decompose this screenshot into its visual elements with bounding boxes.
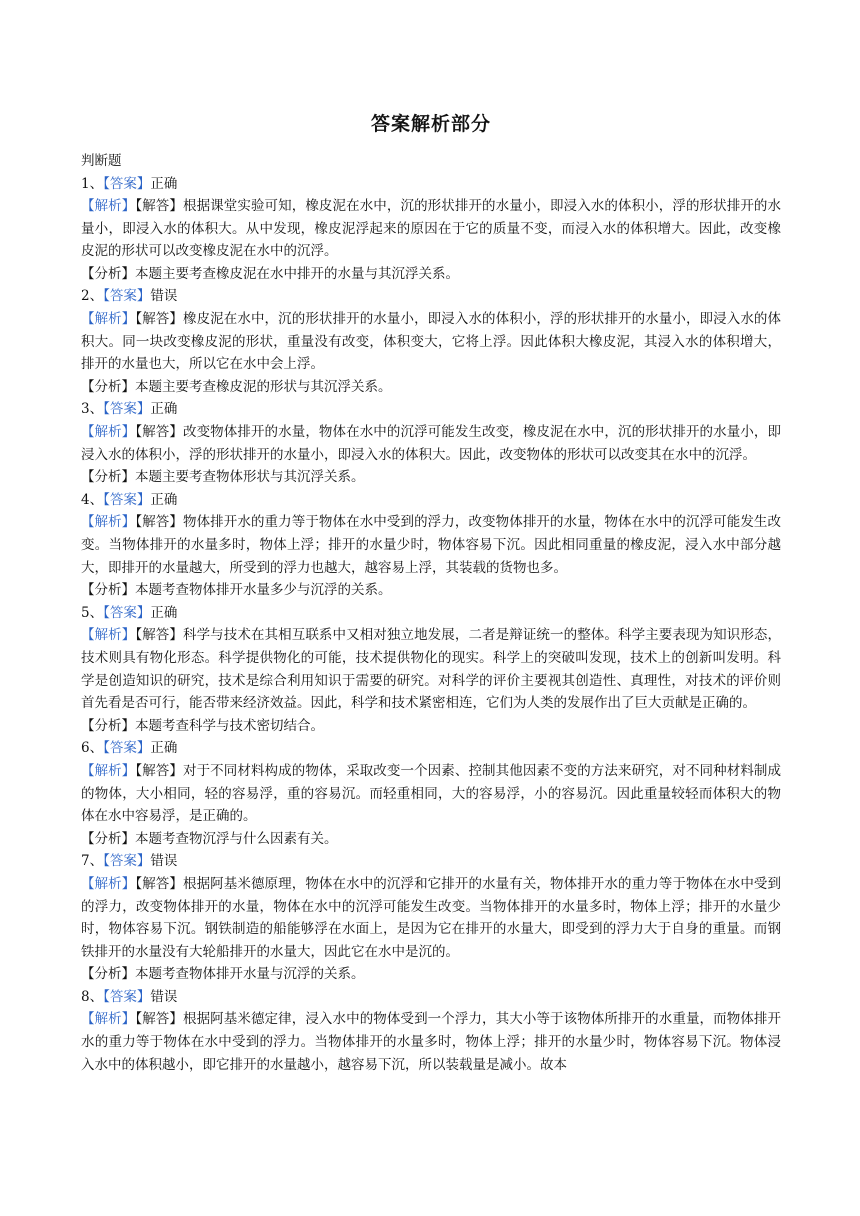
analysis-tag: 【分析】	[81, 582, 135, 599]
answer-item	[81, 737, 781, 850]
explanation-paragraph	[81, 1008, 781, 1076]
answer-item	[81, 850, 781, 986]
answer-line	[81, 986, 781, 1009]
explanation-text: 【解答】改变物体排开的水量，物体在水中的沉浮可能发生改变，橡皮泥在水中，沉的形状排开的水量小，即浸入水的体积小，浮的形状排开的水量小，即浸入水的体积大。因此，改变物体的形状可以改变其在水中的沉浮。	[81, 424, 782, 463]
answer-item	[81, 173, 781, 286]
answer-item	[81, 986, 781, 1076]
answer-line	[81, 737, 781, 760]
section-heading: 判断题	[81, 153, 122, 169]
answer-page	[81, 110, 781, 1076]
answer-value: 正确	[150, 175, 178, 192]
explanation-text: 【解答】根据课堂实验可知，橡皮泥在水中，沉的形状排开的水量小，即浸入水的体积小，浮的形状排开的水量小，即浸入水的体积大。从中发现，橡皮泥浮起来的原因在于它的质量不变，而浸入水的体积增大。因此，改变橡皮泥的形状可以改变橡皮泥在水中的沉浮。	[81, 198, 782, 260]
answer-value: 正确	[150, 604, 178, 621]
explanation-text: 【解答】物体排开水的重力等于物体在水中受到的浮力，改变物体排开的水量，物体在水中的沉浮可能发生改变。当物体排开的水量多时，物体上浮；排开的水量少时，物体容易下沉。因此相同重量的橡皮泥，浸入水中部分越大，即排开的水量越大，所受到的浮力也越大，越容易上浮，其装载的货物也多。	[81, 514, 782, 576]
analysis-paragraph	[81, 828, 781, 851]
analysis-tag: 【分析】	[81, 265, 135, 282]
explanation-text: 【解答】根据阿基米德原理，物体在水中的沉浮和它排开的水量有关，物体排开水的重力等于物体在水中受到的浮力，改变物体排开的水量，物体在水中的沉浮可能发生改变。当物体排开的水量多时，物体上浮；排开的水量少时，物体容易下沉。钢铁制造的船能够浮在水面上，是因为它在排开的水量大，即受到的浮力大于自身的重量。而钢铁排开的水量没有大轮船排开的水量大，因此它在水中是沉的。	[81, 875, 782, 960]
answer-list	[81, 173, 781, 1077]
analysis-tag: 【分析】	[81, 469, 135, 486]
explanation-text: 【解答】根据阿基米德定律，浸入水中的物体受到一个浮力，其大小等于该物体所排开的水重量，而物体排开水的重力等于物体在水中受到的浮力。当物体排开的水量多时，物体上浮；排开的水量少时，物体容易下沉。物体浸入水中的体积越小，即它排开的水量越小，越容易下沉，所以装载量是减小。故本	[81, 1011, 782, 1073]
item-number: 4、	[81, 491, 104, 508]
analysis-paragraph	[81, 715, 781, 738]
item-number: 6、	[81, 740, 104, 757]
analysis-paragraph	[81, 376, 781, 399]
analysis-paragraph	[81, 466, 781, 489]
answer-value: 正确	[150, 401, 178, 418]
answer-tag: 【答案】	[103, 853, 151, 870]
item-number: 1、	[81, 175, 104, 192]
answer-value: 错误	[150, 288, 178, 305]
explanation-paragraph	[81, 195, 781, 263]
explanation-paragraph	[81, 421, 781, 466]
analysis-text: 本题主要考查物体形状与其沉浮关系。	[135, 469, 365, 486]
analysis-tag: 【分析】	[81, 717, 135, 734]
item-number: 8、	[81, 988, 104, 1005]
analysis-tag: 【分析】	[81, 830, 135, 847]
explanation-tag: 【解析】	[81, 198, 136, 215]
item-number: 5、	[81, 604, 104, 621]
answer-tag: 【答案】	[103, 175, 151, 192]
explanation-paragraph	[81, 760, 781, 828]
answer-item	[81, 285, 781, 398]
explanation-paragraph	[81, 308, 781, 376]
explanation-text: 【解答】科学与技术在其相互联系中又相对独立地发展，二者是辩证统一的整体。科学主要表现为知识形态，技术则具有物化形态。科学提供物化的可能，技术提供物化的现实。科学上的突破叫发现，技术上的创新叫发明。科学是创造知识的研究，技术是综合利用知识于需要的研究。对科学的评价主要视其创造性、真理性，对技术的评价则首先看是否可行，能否带来经济效益。因此，科学和技术紧密相连，它们为人类的发展作出了巨大贡献是正确的。	[81, 627, 782, 712]
explanation-tag: 【解析】	[81, 627, 136, 644]
analysis-text: 本题考查科学与技术密切结合。	[135, 717, 324, 734]
answer-line	[81, 398, 781, 421]
explanation-tag: 【解析】	[81, 514, 136, 531]
answer-tag: 【答案】	[103, 491, 151, 508]
answer-value: 正确	[150, 491, 178, 508]
explanation-tag: 【解析】	[81, 1011, 136, 1028]
answer-tag: 【答案】	[103, 740, 151, 757]
analysis-paragraph	[81, 579, 781, 602]
answer-item	[81, 602, 781, 738]
answer-item	[81, 398, 781, 488]
explanation-tag: 【解析】	[81, 762, 136, 779]
answer-value: 正确	[150, 740, 178, 757]
page-title: 答案解析部分	[370, 113, 491, 135]
analysis-text: 本题考查物体排开水量与沉浮的关系。	[135, 966, 365, 983]
explanation-text: 【解答】对于不同材料构成的物体，采取改变一个因素、控制其他因素不变的方法来研究，对不同种材料制成的物体，大小相同，轻的容易浮，重的容易沉。而轻重相同，大的容易浮，小的容易沉。因此重量较轻而体积大的物体在水中容易浮，是正确的。	[81, 762, 782, 825]
analysis-tag: 【分析】	[81, 966, 135, 983]
analysis-paragraph	[81, 263, 781, 286]
item-number: 2、	[81, 288, 104, 305]
analysis-text: 本题主要考查橡皮泥在水中排开的水量与其沉浮关系。	[135, 265, 459, 282]
explanation-text: 【解答】橡皮泥在水中，沉的形状排开的水量小，即浸入水的体积小，浮的形状排开的水量小，即浸入水的体积大。同一块改变橡皮泥的形状，重量没有改变，体积变大，它将上浮。因此体积大橡皮泥，其浸入水的体积增大，排开的水量也大，所以它在水中会上浮。	[81, 311, 782, 373]
answer-tag: 【答案】	[103, 288, 151, 305]
explanation-paragraph	[81, 624, 781, 714]
answer-tag: 【答案】	[103, 988, 151, 1005]
answer-line	[81, 173, 781, 196]
answer-tag: 【答案】	[103, 401, 151, 418]
answer-value: 错误	[150, 853, 178, 870]
answer-tag: 【答案】	[103, 604, 151, 621]
answer-line	[81, 285, 781, 308]
explanation-tag: 【解析】	[81, 424, 136, 441]
answer-line	[81, 602, 781, 625]
answer-item	[81, 489, 781, 602]
analysis-tag: 【分析】	[81, 378, 135, 395]
explanation-paragraph	[81, 873, 781, 963]
answer-line	[81, 850, 781, 873]
answer-line	[81, 489, 781, 512]
analysis-text: 本题考查物沉浮与什么因素有关。	[135, 830, 338, 847]
analysis-paragraph	[81, 963, 781, 986]
analysis-text: 本题考查物体排开水量多少与沉浮的关系。	[135, 582, 392, 599]
analysis-text: 本题主要考查橡皮泥的形状与其沉浮关系。	[135, 378, 392, 395]
explanation-tag: 【解析】	[81, 311, 136, 328]
item-number: 3、	[81, 401, 104, 418]
explanation-paragraph	[81, 511, 781, 579]
answer-value: 错误	[150, 988, 178, 1005]
explanation-tag: 【解析】	[81, 875, 136, 892]
item-number: 7、	[81, 853, 104, 870]
